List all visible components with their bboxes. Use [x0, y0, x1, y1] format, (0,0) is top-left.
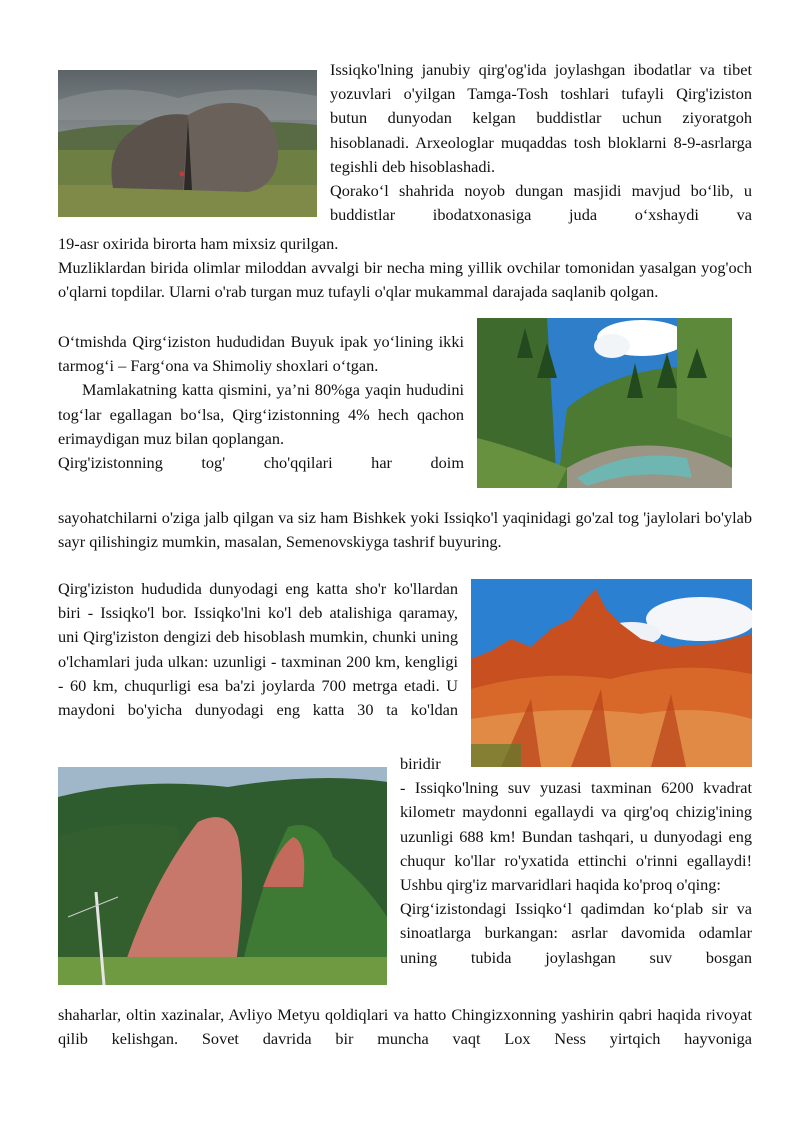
paragraph-silk-road: O‘tmishda Qirg‘iziston hududidan Buyuk ipak yo‘lining ikki tarmog‘i – Farg‘ona va Shimoliy shoxlari o‘tgan. — [58, 332, 464, 376]
paragraph-issyk-kul-end: biridir — [400, 754, 441, 773]
paragraph-peaks-start: Qirg'izistonning tog' cho'qqilari har doim — [58, 453, 464, 473]
paragraph-dungan-mosque-end: 19-asr oxirida birorta ham mixsiz qurilgan. — [58, 234, 339, 253]
paragraph-tamga-tosh: Issiqko'lning janubiy qirg'og'ida joylashgan ibodatlar va tibet yozuvlari o'yilgan Tamga-Tosh toshlari tufayli Qirg'iziston butun dunyodan kelgan buddistlar uchun ziyoratgoh hisoblanadi. Arxeologlar muqaddas tosh bloklarni 8-9-asrlarga tegishli deb hisoblashadi. — [330, 60, 752, 176]
paragraph-mountains-ice: Mamlakatning katta qismini, ya’ni 80%ga yaqin hududini tog‘lar egallagan bo‘lsa, Qirg‘izistonning 4% hech qachon erimaydigan muz bilan qoplangan. — [58, 380, 464, 448]
forest-river-photo — [477, 318, 732, 488]
paragraph-peaks: sayohatchilarni o'ziga jalb qilgan va siz ham Bishkek yoki Issiqko'l yaqinidagi go'zal tog 'jaylolari bo'ylab sayr qilishingiz mumkin, masalan, Semenovskiyga tashrif buyuring. — [58, 508, 752, 552]
paragraph-issyk-kul: Qirg'iziston hududida dunyodagi eng katta sho'r ko'llardan biri - Issiqko'l bor. Issiqko'lni ko'l deb atalishiga qaramay, uni Qirg'iziston dengizi deb hisoblash mumkin, chunki uning o'lchamlari juda ulkan: uzunligi - taxminan 200 km, kengligi - 60 km, chuqurligi esa ba'zi joylarda 700 metrga etadi. U maydoni bo'yicha dunyodagi eng katta 30 ta ko'ldan — [58, 579, 458, 720]
paragraph-water-surface: - Issiqko'lning suv yuzasi taxminan 6200 kvadrat kilometr maydonni egallaydi va qirg'oq chizig'ining uzunligi 688 km! Bundan tashqari, u dunyodagi eng chuqur ko'llar ro'yxatida ettinchi o'rinni egallaydi! Ushbu qirg'iz marvaridlari haqida ko'proq o'qing: — [400, 778, 752, 895]
red-canyon-photo — [471, 579, 752, 767]
paragraph-legends-end: shaharlar, oltin xazinalar, Avliyo Metyu qoldiqlari va hatto Chingizxonning yashirin qabri haqida rivoyat qilib kelishgan. Sovet davrida bir muncha vaqt Lox Ness yirtqich hayvoniga — [58, 1005, 752, 1049]
paragraph-legends: Qirg‘izistondagi Issiqko‘l qadimdan ko‘plab sir va sinoatlarga burkangan: asrlar davomida odamlar uning tubida joylashgan suv bosgan — [400, 899, 752, 967]
green-mountain-photo — [58, 767, 387, 985]
paragraph-glacier-arrows: Muzliklardan birida olimlar miloddan avvalgi bir necha ming yillik ovchilar tomonidan yasalgan yog'och o'qlarni topdilar. Ularni o'rab turgan muz tufayli o'qlar mukammal darajada saqlanib qolgan. — [58, 258, 752, 302]
boulder-photo — [58, 70, 317, 217]
paragraph-dungan-mosque: Qorako‘l shahrida noyob dungan masjidi mavjud bo‘lib, u buddistlar ibodatxonasiga juda o‘xshaydi va — [330, 181, 752, 225]
